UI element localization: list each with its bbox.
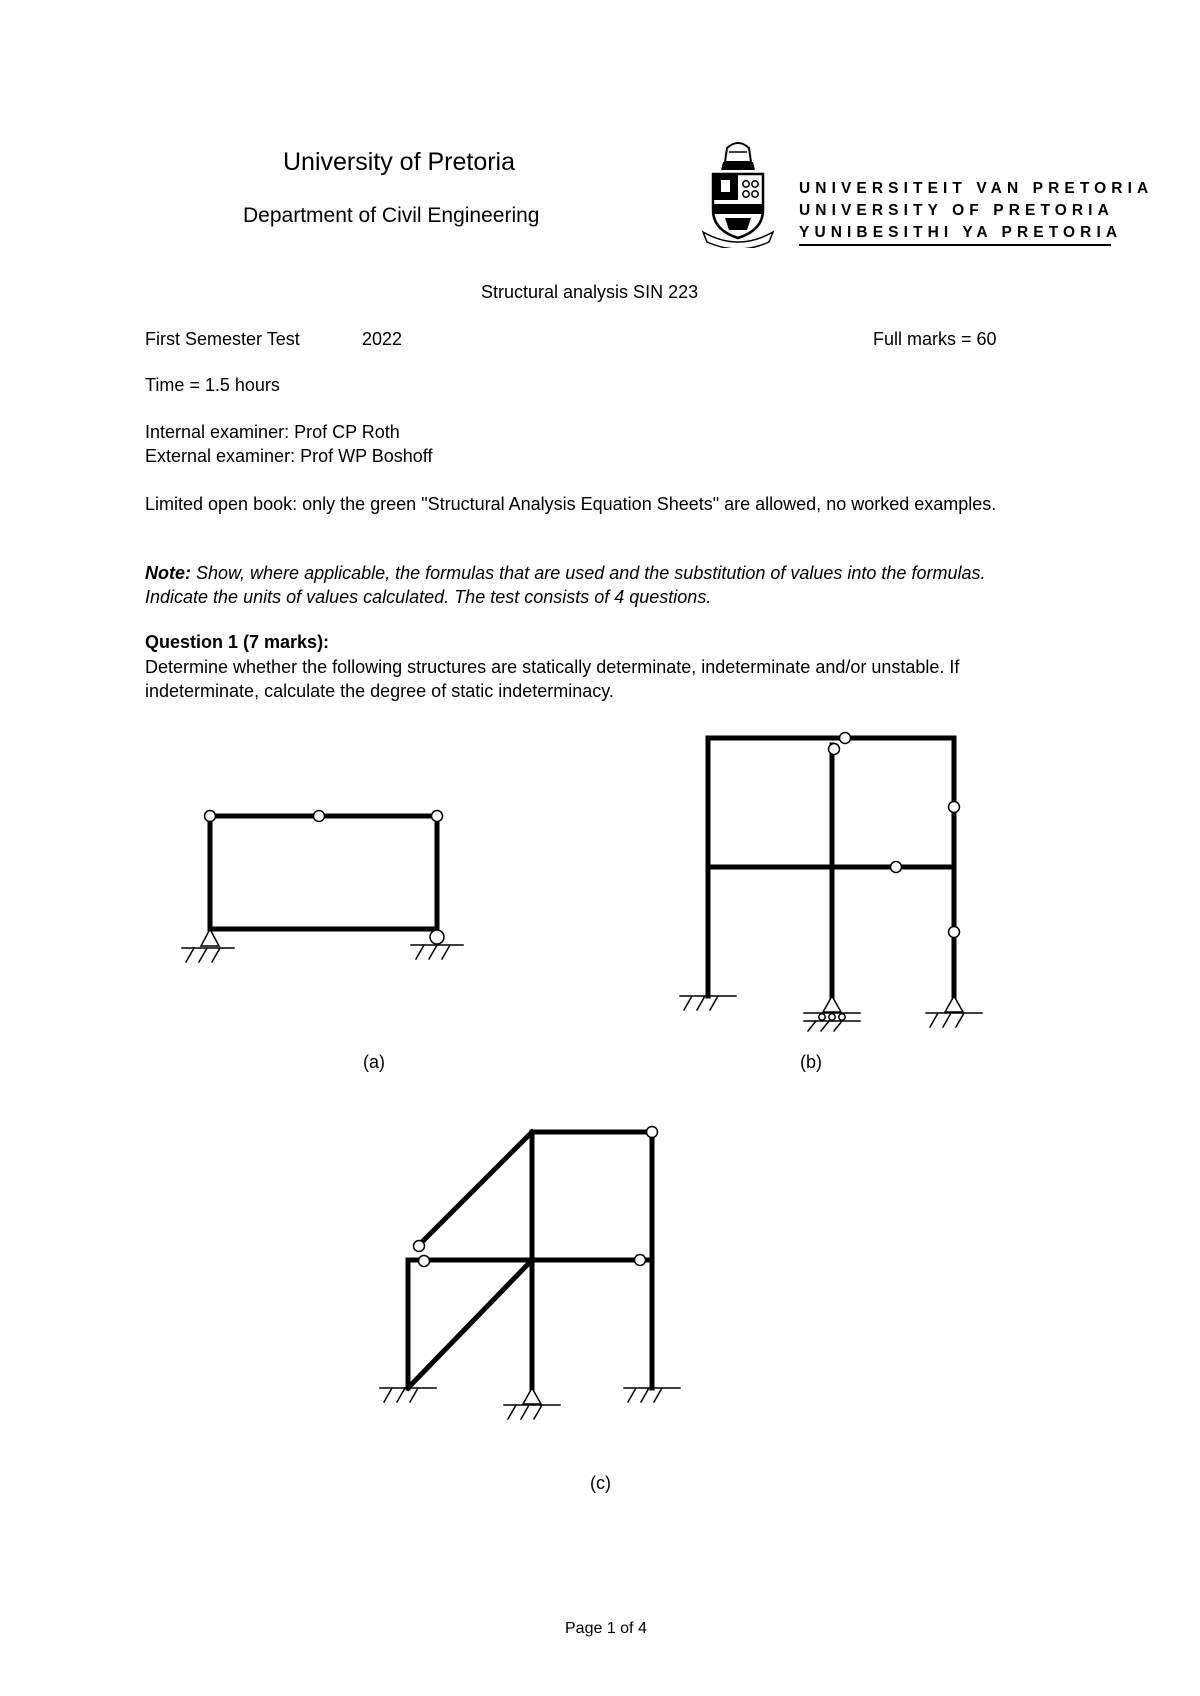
course-title: Structural analysis SIN 223 (481, 282, 699, 302)
wordmark-line-afrikaans: UNIVERSITEIT VAN PRETORIA (799, 180, 1154, 197)
external-examiner: External examiner: Prof WP Boshoff (145, 446, 433, 466)
question-1-title: Question 1 (7 marks): (145, 632, 330, 652)
department-name: Department of Civil Engineering (243, 204, 540, 227)
note-text: Show, where applicable, the formulas that are used and the substitution of values into the formulas. Indicate the units of values calculated. The test consists of 4 questions. (145, 563, 986, 607)
caption-structure-b: (b) (800, 1052, 822, 1072)
test-duration: Time = 1.5 hours (145, 375, 280, 395)
test-name: First Semester Test (145, 329, 300, 349)
question-1-text: Determine whether the following structures are statically determinate, indeterminate and/or unstable. If indeterminate, calculate the degree of static indeterminacy. (145, 657, 960, 701)
internal-examiner: Internal examiner: Prof CP Roth (145, 422, 400, 442)
structure-b (680, 733, 982, 1032)
note-label: Note: (145, 563, 191, 583)
full-marks: Full marks = 60 (873, 329, 997, 349)
structure-c (380, 1127, 680, 1420)
test-year: 2022 (362, 329, 403, 349)
page-number: Page 1 of 4 (565, 1620, 647, 1637)
wordmark-line-sepedi: YUNIBESITHI YA PRETORIA (799, 224, 1123, 241)
structure-a (182, 811, 463, 963)
wordmark-line-english: UNIVERSITY OF PRETORIA (799, 202, 1114, 219)
open-book-rules: Limited open book: only the green "Structural Analysis Equation Sheets" are allowed, no worked examples. (145, 494, 997, 514)
caption-structure-c: (c) (590, 1473, 611, 1493)
caption-structure-a: (a) (363, 1052, 385, 1072)
university-name: University of Pretoria (283, 148, 516, 176)
